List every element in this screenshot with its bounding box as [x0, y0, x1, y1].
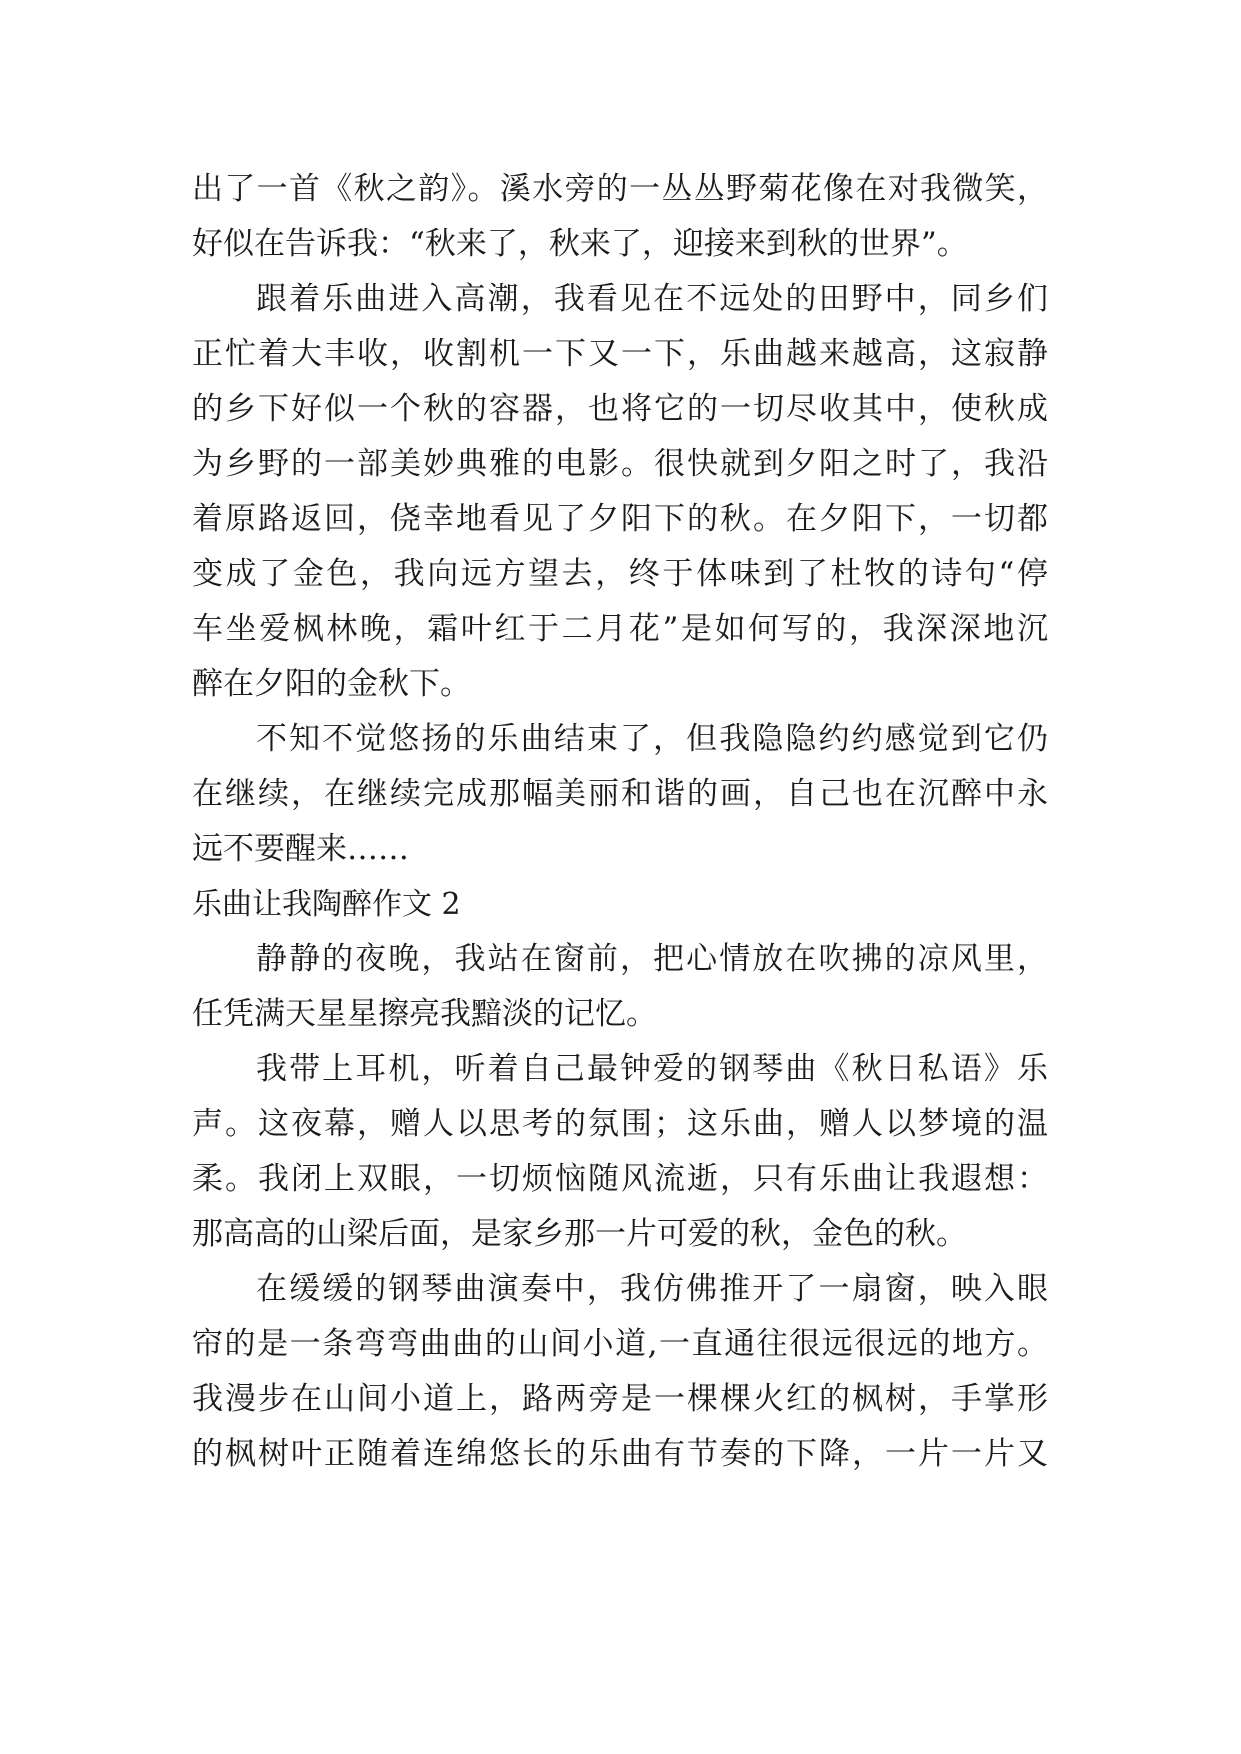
- text-line: 的乡下好似一个秋的容器，也将它的一切尽收其中，使秋成: [192, 391, 1048, 427]
- text-line: 为乡野的一部美妙典雅的电影。很快就到夕阳之时了，我沿: [192, 446, 1048, 482]
- text-line: 柔。我闭上双眼，一切烦恼随风流逝，只有乐曲让我遐想：: [192, 1161, 1048, 1197]
- paragraph: [192, 162, 1048, 272]
- text-line: 在缓缓的钢琴曲演奏中，我仿佛推开了一扇窗，映入眼: [256, 1271, 1048, 1307]
- text-line: 醉在夕阳的金秋下。: [192, 666, 471, 702]
- paragraph: [192, 932, 1048, 1042]
- paragraph: [192, 712, 1048, 877]
- text-line: 变成了金色，我向远方望去，终于体味到了杜牧的诗句“停: [192, 556, 1048, 592]
- text-line: 帘的是一条弯弯曲曲的山间小道,一直通往很远很远的地方。: [192, 1326, 1048, 1362]
- text-line: 出了一首《秋之韵》。溪水旁的一丛丛野菊花像在对我微笑，: [192, 171, 1048, 207]
- section-heading: 乐曲让我陶醉作文 2: [192, 887, 461, 922]
- paragraph: [192, 1042, 1048, 1262]
- text-line: 我带上耳机，听着自己最钟爱的钢琴曲《秋日私语》乐: [256, 1051, 1048, 1087]
- text-line: 任凭满天星星擦亮我黯淡的记忆。: [192, 996, 657, 1032]
- text-line: 在继续，在继续完成那幅美丽和谐的画，自己也在沉醉中永: [192, 776, 1048, 812]
- text-line: 的枫树叶正随着连绵悠长的乐曲有节奏的下降，一片一片又: [192, 1436, 1048, 1472]
- text-line: 着原路返回，侥幸地看见了夕阳下的秋。在夕阳下，一切都: [192, 501, 1048, 537]
- paragraph: [192, 272, 1048, 712]
- document-body: [192, 162, 1048, 1482]
- text-line: 远不要醒来……: [192, 831, 409, 867]
- text-line: 我漫步在山间小道上，路两旁是一棵棵火红的枫树，手掌形: [192, 1381, 1048, 1417]
- text-line: 正忙着大丰收，收割机一下又一下，乐曲越来越高，这寂静: [192, 336, 1048, 372]
- text-line: 车坐爱枫林晚，霜叶红于二月花”是如何写的，我深深地沉: [192, 611, 1048, 647]
- text-line: 那高高的山梁后面，是家乡那一片可爱的秋，金色的秋。: [192, 1216, 967, 1252]
- text-line: 跟着乐曲进入高潮，我看见在不远处的田野中，同乡们: [256, 281, 1048, 317]
- paragraph: [192, 1262, 1048, 1482]
- text-line: 静静的夜晚，我站在窗前，把心情放在吹拂的凉风里，: [256, 941, 1048, 977]
- text-line: 声。这夜幕，赠人以思考的氛围；这乐曲，赠人以梦境的温: [192, 1106, 1048, 1142]
- text-line: 好似在告诉我：“秋来了，秋来了，迎接来到秋的世界”。: [192, 226, 968, 262]
- text-line: 不知不觉悠扬的乐曲结束了，但我隐隐约约感觉到它仍: [256, 721, 1048, 757]
